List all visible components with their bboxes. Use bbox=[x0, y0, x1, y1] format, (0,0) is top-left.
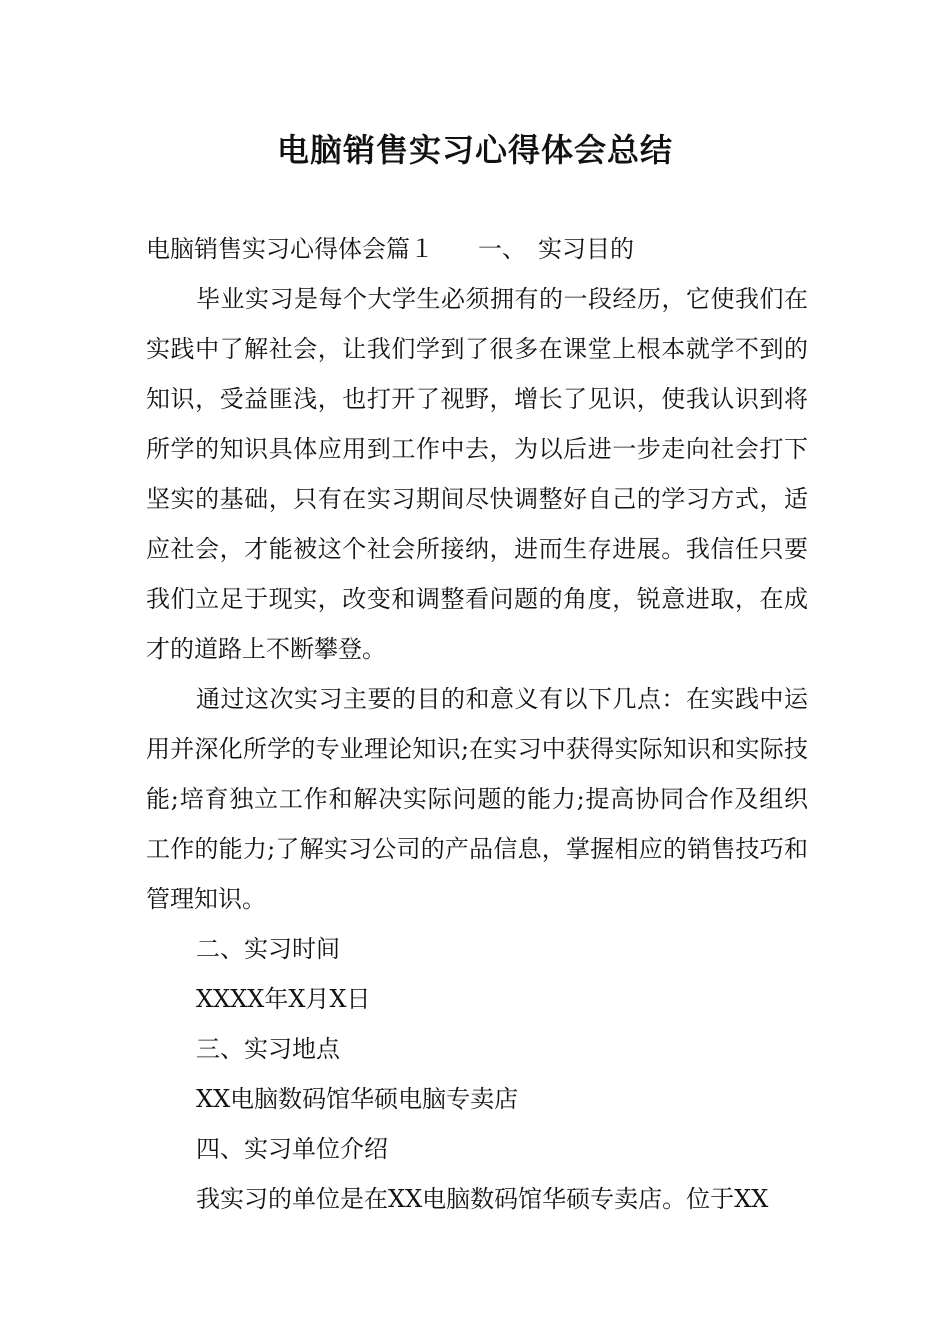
section-heading-unit: 四、实习单位介绍 bbox=[196, 1135, 388, 1163]
document-body bbox=[146, 224, 808, 1224]
section-heading-location: 三、实习地点 bbox=[196, 1035, 340, 1063]
first-line bbox=[146, 224, 808, 274]
section-text-unit: 我实习的单位是在XX电脑数码馆华硕专卖店。位于XX bbox=[196, 1185, 769, 1213]
document-title: 电脑销售实习心得体会总结 bbox=[276, 131, 673, 169]
section-heading-time: 二、实习时间 bbox=[196, 935, 340, 963]
paragraph-2: 通过这次实习主要的目的和意义有以下几点：在实践中运用并深化所学的专业理论知识;在实习中获得实际知识和实际技能;培育独立工作和解决实际问题的能力;提高协同合作及组织工作的能力;了解实习公司的产品信息，掌握相应的销售技巧和管理知识。 bbox=[146, 685, 808, 913]
paragraph-1: 毕业实习是每个大学生必须拥有的一段经历，它使我们在实践中了解社会，让我们学到了很多在课堂上根本就学不到的知识，受益匪浅，也打开了视野，增长了见识，使我认识到将所学的知识具体应用到工作中去，为以后进一步走向社会打下坚实的基础，只有在实习期间尽快调整好自己的学习方式，适应社会，才能被这个社会所接纳，进而生存进展。我信任只要我们立足于现实，改变和调整看问题的角度，锐意进取，在成才的道路上不断攀登。 bbox=[146, 285, 808, 663]
section-text-location: XX电脑数码馆华硕电脑专卖店 bbox=[196, 1085, 519, 1113]
article-heading: 电脑销售实习心得体会篇１ bbox=[146, 235, 434, 263]
section-text-time: XXXX年X月X日 bbox=[196, 985, 371, 1013]
section-heading-purpose: 一、 实习目的 bbox=[478, 235, 634, 263]
